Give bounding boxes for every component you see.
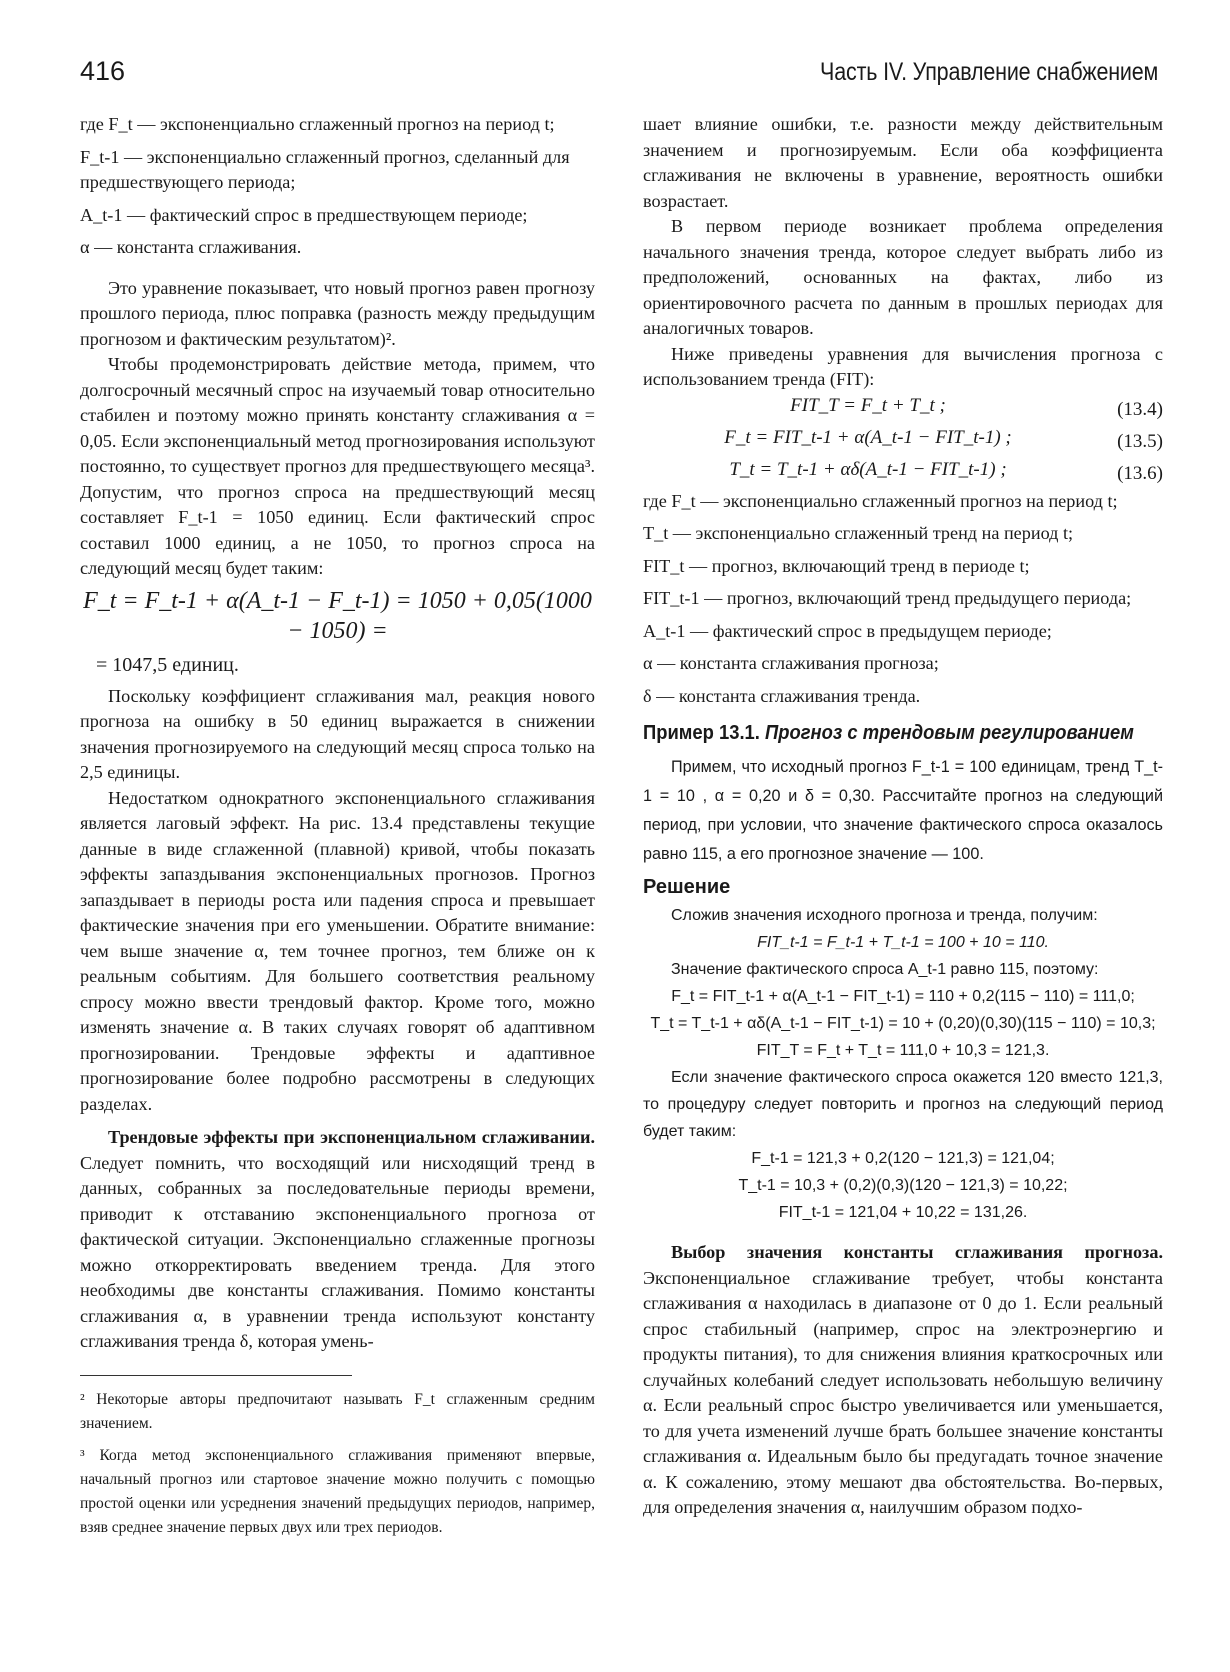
definition-item: FIT_t — прогноз, включающий тренд в периоде t; — [643, 555, 1030, 576]
footnote-rule — [80, 1375, 352, 1376]
paragraph: шает влияние ошибки, т.е. разности между действительным значением и прогнозируемым. Если оба коэффициента сглаживания не включены в уравнение, вероятность ошибки возрастает. — [643, 114, 1163, 211]
solution-formula: FIT_t-1 = 121,04 + 10,22 = 131,26. — [778, 1204, 1028, 1221]
equation-number: (13.4) — [1117, 398, 1163, 420]
paragraph: Недостатком однократного экспоненциального сглаживания является лаговый эффект. На рис. 13.4 представлены текущие данные в виде сглаженной (плавной) кривой, чтобы показать эффекты запаздывания экспоненциальных прогнозов. Прогноз запаздывает в периоды роста или падения спроса и превышает фактические значения при его уменьшении. Обратите внимание: чем выше значение α, тем точнее прогноз, тем ближе он к реальным событиям. Для большего соответствия реальному спросу можно ввести трендовый фактор. Кроме того, можно изменять значение α. В таких случаях говорят об адаптивном прогнозировании. Трендовые эффекты и адаптивное прогнозирование более подробно рассмотрены в следующих разделах. — [80, 787, 595, 1114]
footnote: ³ Когда метод экспоненциального сглаживания применяют впервые, начальный прогноз или стартовое значение можно получить с помощью простой оценки или усреднения значений предыдущих периодов, например, взяв среднее значение первых двух или трех периодов. — [80, 1446, 595, 1536]
equation: F_t = FIT_t-1 + α(A_t-1 − FIT_t-1) ; — [724, 426, 1012, 448]
solution-line: Если значение фактического спроса окажется 120 вместо 121,3, то процедуру следует повторить и прогноз на следующий период будет таким: — [643, 1069, 1163, 1140]
definition-item: где F_t — экспоненциально сглаженный прогноз на период t; — [643, 490, 1118, 511]
equation: FIT_T = F_t + T_t ; — [790, 394, 946, 416]
paragraph: Ниже приведены уравнения для вычисления прогноза с использованием тренда (FIT): — [643, 343, 1163, 389]
run-in-heading: Трендовые эффекты при экспоненциальном сглаживании. — [108, 1127, 595, 1147]
equation-number: (13.6) — [1117, 462, 1163, 484]
solution-formula: FIT_t-1 = F_t-1 + T_t-1 = 100 + 10 = 110. — [757, 934, 1049, 951]
paragraph: Чтобы продемонстрировать действие метода, примем, что долгосрочный месячный спрос на изучаемый товар относительно стабилен и поэтому можно принять константу сглаживания α = 0,05. Если экспоненциальный метод прогнозирования используют постоянно, то существует прогноз для предшествующего месяца³. Допустим, что прогноз спроса на предшествующий месяц составляет F_t-1 = 1050 единиц. Если фактический спрос составил 1000 единиц, а не 1050, то прогноз спроса на следующий месяц будет таким: — [80, 354, 595, 578]
solution-block — [643, 902, 1163, 1226]
run-in-heading: Выбор значения константы сглаживания прогноза. — [671, 1242, 1163, 1262]
example-title: Прогноз с трендовым регулированием — [765, 722, 1134, 744]
example-heading — [643, 721, 1134, 747]
definition-item: α — константа сглаживания прогноза; — [643, 653, 939, 673]
solution-formula: F_t-1 = 121,3 + 0,2(120 − 121,3) = 121,04; — [751, 1150, 1055, 1167]
paragraph-text: Следует помнить, что восходящий или нисходящий тренд в данных, собранных за последовательные периоды времени, приводит к отставанию экспоненциального прогноза от фактической ситуации. Экспоненциально сглаженные прогнозы можно откорректировать введением тренда. Для этого необходимы две константы сглаживания. Помимо константы сглаживания α, в уравнении тренда используют константу сглаживания тренда δ, которая умень- — [80, 1152, 595, 1351]
example-number: Пример 13.1. — [643, 722, 760, 744]
equation-row — [643, 457, 1163, 489]
definition-item: α — константа сглаживания. — [80, 237, 302, 257]
paragraph: Поскольку коэффициент сглаживания мал, реакция нового прогноза на ошибку в 50 единиц выражается в снижении значения прогнозируемого на следующий месяц спроса только на 2,5 единицы. — [80, 685, 595, 782]
page-number: 416 — [80, 56, 126, 86]
definition-item: A_t-1 — фактический спрос в предыдущем периоде; — [643, 620, 1052, 641]
equation-number: (13.5) — [1117, 430, 1163, 452]
equation-row — [643, 393, 1163, 425]
definition-item: A_t-1 — фактический спрос в предшествующем периоде; — [80, 204, 528, 225]
paragraph: Это уравнение показывает, что новый прогноз равен прогнозу прошлого периода, плюс поправка (разность между предыдущим прогнозом и фактическим результатом)². — [80, 277, 595, 349]
example-body: Примем, что исходный прогноз F_t-1 = 100 единицам, тренд T_t-1 = 10 , α = 0,20 и δ = 0,30. Рассчитайте прогноз на следующий период, при условии, что значение фактического спроса оказалось равно 115, а его прогнозное значение — 100. — [643, 757, 1163, 863]
running-title: Часть IV. Управление снабжением — [819, 58, 1158, 86]
equation: T_t = T_t-1 + αδ(A_t-1 − FIT_t-1) ; — [729, 458, 1007, 480]
definition-item: F_t-1 — экспоненциально сглаженный прогноз, сделанный для предшествующего периода; — [80, 146, 570, 192]
solution-line: Значение фактического спроса A_t-1 равно 115, поэтому: — [671, 961, 1099, 978]
paragraph: В первом периоде возникает проблема определения начального значения тренда, которое следует выбрать либо из предположений, основанных на фактах, либо из ориентировочного расчета по данным в прошлых периодах для аналогичных товаров. — [643, 216, 1163, 338]
equation-row — [643, 425, 1163, 457]
solution-formula: F_t = FIT_t-1 + α(A_t-1 − FIT_t-1) = 110 + 0,2(115 − 110) = 111,0; — [671, 988, 1135, 1005]
footnote: ² Некоторые авторы предпочитают называть F_t сглаженным средним значением. — [80, 1390, 595, 1432]
definition-item: T_t — экспоненциально сглаженный тренд на период t; — [643, 523, 1074, 543]
definition-item: где F_t — экспоненциально сглаженный прогноз на период t; — [80, 114, 555, 134]
formula-line: F_t = F_t-1 + α(A_t-1 − F_t-1) = 1050 + 0,05(1000 − 1050) = — [83, 587, 592, 644]
paragraph — [80, 1125, 595, 1355]
left-column — [80, 112, 595, 1548]
solution-formula: T_t = T_t-1 + αδ(A_t-1 − FIT_t-1) = 10 + (0,20)(0,30)(115 − 110) = 10,3; — [650, 1015, 1156, 1032]
definition-item: FIT_t-1 — прогноз, включающий тренд предыдущего периода; — [643, 588, 1132, 608]
paragraph-text: Экспоненциальное сглаживание требует, чтобы константа сглаживания α находилась в диапазоне от 0 до 1. Если реальный спрос стабильный (например, спрос на электроэнергию и продукты питания), то для снижения влияния краткосрочных или случайных колебаний следует использовать небольшую величину α. Если реальный спрос быстро увеличивается или уменьшается, то для учета изменений лучше брать большее значение константы сглаживания α. Идеальным было бы предугадать точное значение α. К сожалению, этому мешают два обстоятельства. Во-первых, для определения значения α, наилучшим образом подхо- — [643, 1267, 1163, 1517]
paragraph — [643, 1240, 1163, 1521]
solution-line: Сложив значения исходного прогноза и тренда, получим: — [671, 907, 1098, 924]
formula-line: = 1047,5 единиц. — [96, 653, 239, 676]
definition-item: δ — константа сглаживания тренда. — [643, 685, 921, 706]
right-column — [643, 112, 1163, 1521]
solution-heading: Решение — [643, 875, 731, 898]
solution-formula: T_t-1 = 10,3 + (0,2)(0,3)(120 − 121,3) = 10,22; — [738, 1177, 1068, 1194]
solution-formula: FIT_T = F_t + T_t = 111,0 + 10,3 = 121,3. — [756, 1042, 1050, 1059]
